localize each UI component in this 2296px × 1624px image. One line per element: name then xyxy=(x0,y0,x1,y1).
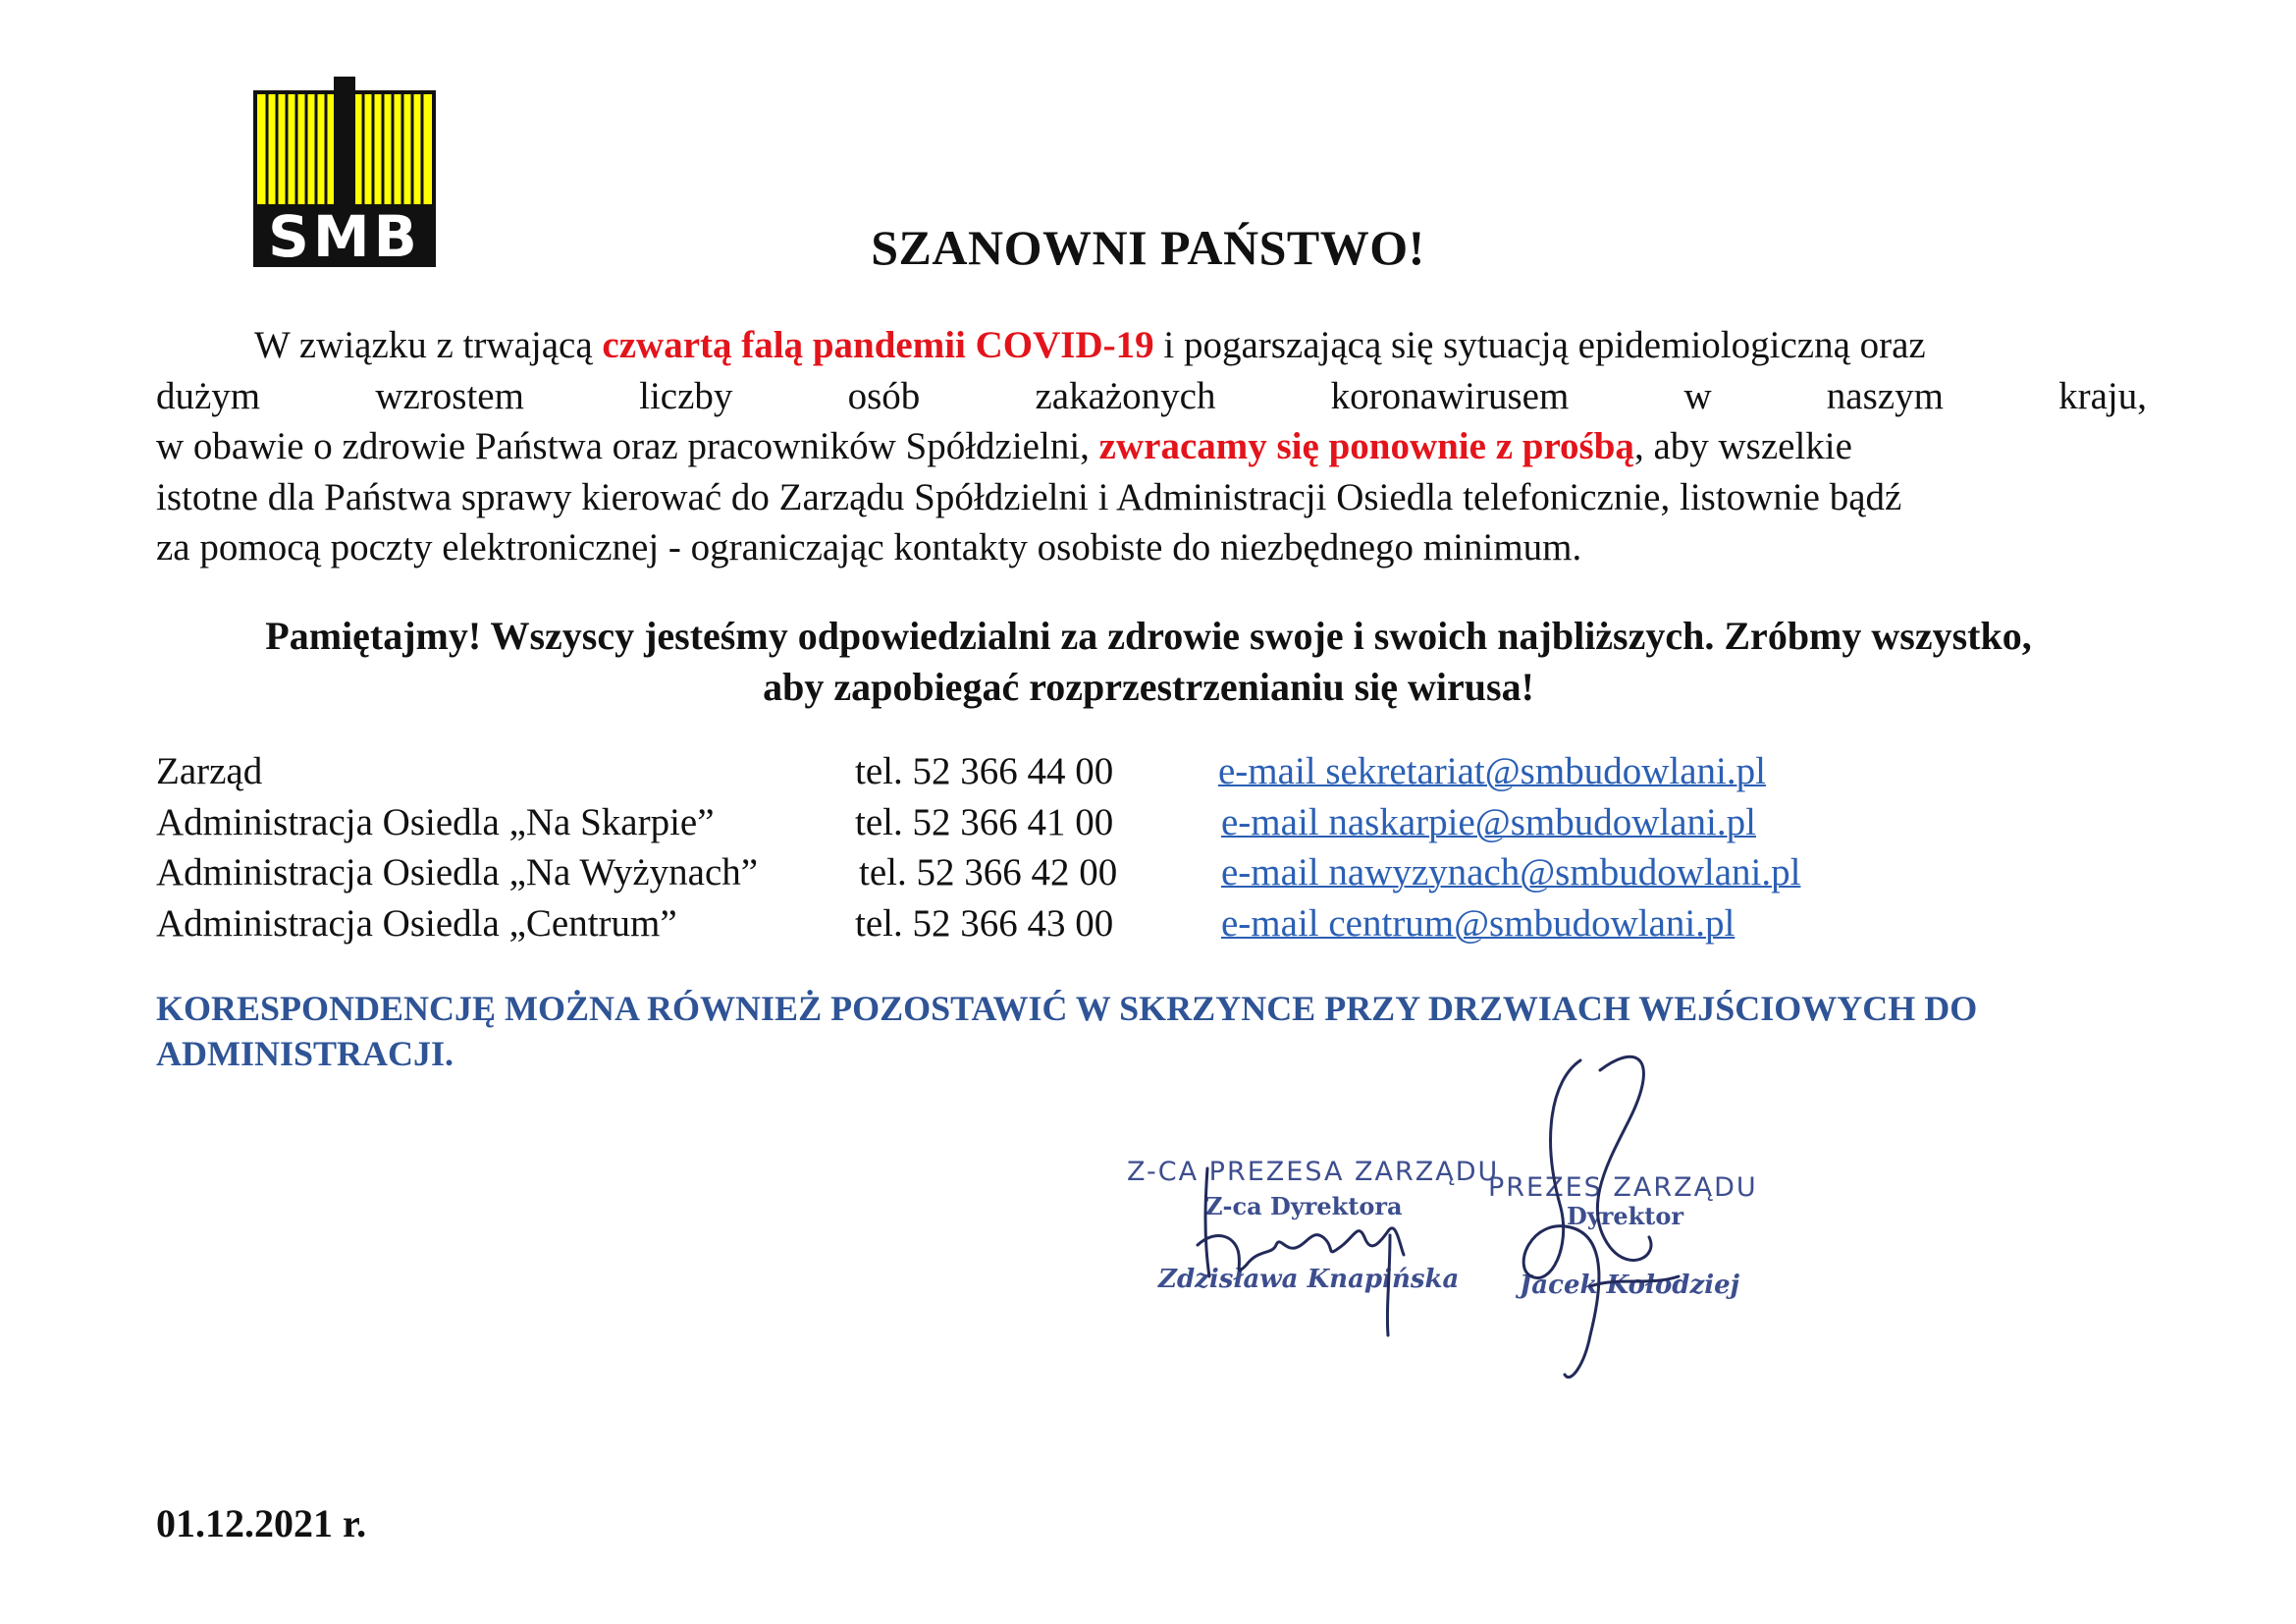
text-segment: w obawie o zdrowie Państwa oraz pracowników Spółdzielni, xyxy=(156,425,1099,467)
smb-logo-text: SMB xyxy=(268,203,421,267)
stamp-right-title: Dyrektor xyxy=(1567,1202,1684,1230)
text-segment: W związku z trwającą xyxy=(254,324,603,366)
contact-phone: tel. 52 366 43 00 xyxy=(855,901,1114,945)
contact-phone: tel. 52 366 44 00 xyxy=(855,750,1114,792)
contact-row-na-skarpie xyxy=(156,797,2217,848)
paragraph-line-4: istotne dla Państwa sprawy kierować do Zarządu Spółdzielni i Administracji Osiedla telefonicznie, listownie bądź xyxy=(156,475,1902,518)
reminder-line-2: aby zapobiegać rozprzestrzenianiu się wirusa! xyxy=(763,665,1534,709)
signature-left xyxy=(1178,1129,1433,1345)
notice-line-1: KORESPONDENCJĘ MOŻNA RÓWNIEŻ POZOSTAWIĆ W SKRZYNCE PRZY DRZWIACH WEJŚCIOWYCH DO xyxy=(156,989,1978,1028)
contact-email-link[interactable]: e-mail sekretariat@smbudowlani.pl xyxy=(1218,750,1766,792)
contact-phone: tel. 52 366 42 00 xyxy=(859,851,1118,893)
contact-email-link[interactable]: e-mail centrum@smbudowlani.pl xyxy=(1221,901,1735,945)
contact-name: Zarząd xyxy=(156,750,263,792)
stamp-left-role: Z-CA PREZESA ZARZĄDU xyxy=(1127,1157,1500,1187)
stamp-right-name: Jacek Kołodziej xyxy=(1520,1271,1740,1300)
stamp-left-title: Z-ca Dyrektora xyxy=(1205,1192,1403,1220)
stamp-left-name: Zdzisława Knapińska xyxy=(1158,1265,1460,1294)
reminder-paragraph xyxy=(128,611,2169,713)
document-date: 01.12.2021 r. xyxy=(156,1501,367,1545)
contact-row-na-wyzynach xyxy=(156,847,2217,898)
paragraph-line-3 xyxy=(156,421,2147,472)
reminder-line-1: Pamiętajmy! Wszyscy jesteśmy odpowiedzialni za zdrowie swoje i swoich najbliższych. Zróbmy wszystko, xyxy=(265,614,2032,658)
correspondence-notice xyxy=(156,986,2159,1076)
notice-line-2: ADMINISTRACJI. xyxy=(156,1034,454,1073)
stamp-right-role: PREZES ZARZĄDU xyxy=(1488,1172,1758,1203)
paragraph-line-1 xyxy=(156,320,2147,371)
main-paragraph xyxy=(156,320,2147,573)
highlight-request: zwracamy się ponownie z prośbą xyxy=(1098,425,1634,467)
page-title: SZANOWNI PAŃSTWO! xyxy=(871,220,1425,275)
contact-name: Administracja Osiedla „Na Skarpie” xyxy=(156,800,715,843)
text-segment: i pogarszającą się sytuacją epidemiologiczną oraz xyxy=(1153,324,1926,366)
contact-name: Administracja Osiedla „Na Wyżynach” xyxy=(156,851,759,893)
contact-row-zarzad xyxy=(156,746,2217,797)
contact-list xyxy=(156,746,2217,948)
contact-phone: tel. 52 366 41 00 xyxy=(855,800,1114,843)
signature-right xyxy=(1492,1041,1708,1394)
paragraph-line-5: za pomocą poczty elektronicznej - ograniczając kontakty osobiste do niezbędnego minimum. xyxy=(156,526,1582,568)
contact-name: Administracja Osiedla „Centrum” xyxy=(156,901,677,945)
contact-row-centrum xyxy=(156,898,2217,949)
paragraph-line-2: dużym wzrostem liczby osób zakażonych koronawirusem w naszym kraju, xyxy=(156,374,2147,417)
contact-email-link[interactable]: e-mail naskarpie@smbudowlani.pl xyxy=(1221,800,1756,843)
contact-email-link[interactable]: e-mail nawyzynach@smbudowlani.pl xyxy=(1221,851,1801,893)
highlight-covid: czwartą falą pandemii COVID-19 xyxy=(602,324,1154,366)
text-segment: , aby wszelkie xyxy=(1633,425,1852,467)
